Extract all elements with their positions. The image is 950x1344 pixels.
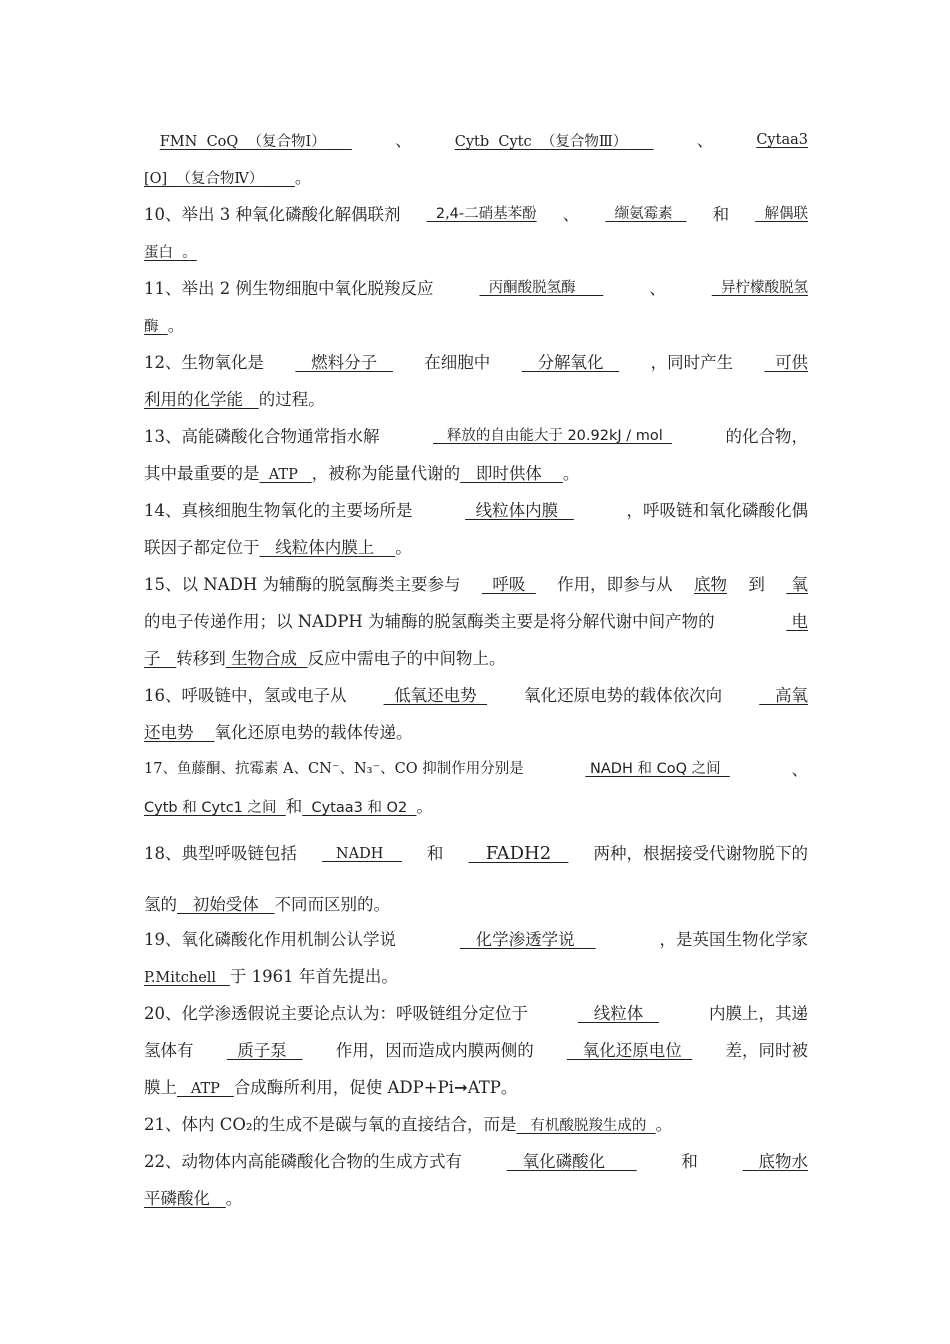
question-20-line3: [144, 1069, 808, 1106]
question-21: [144, 1106, 808, 1143]
text: 。: [294, 168, 312, 187]
answer-blank: 即时供体: [460, 464, 563, 483]
text: 内膜上，其递: [708, 1004, 808, 1023]
answer-blank: 2,4-二硝基苯酚: [426, 206, 537, 222]
question-12-cont: [144, 381, 808, 418]
text: 膜上: [144, 1078, 177, 1097]
text: ，是英国生物化学家: [659, 930, 808, 949]
text: 作用，即参与从: [557, 575, 673, 594]
text: 反应中需电子的中间物上。: [307, 649, 506, 668]
question-12: [144, 344, 808, 381]
question-text: 18、典型呼吸链包括: [144, 844, 297, 863]
question-text: 10、举出 3 种氧化磷酸化解偶联剂: [144, 205, 401, 224]
question-16-cont: [144, 714, 808, 751]
question-text: 19、氧化磷酸化作用机制公认学说: [144, 930, 396, 949]
question-18: [144, 825, 808, 881]
text: 、: [562, 205, 580, 224]
question-text: 11、举出 2 例生物细胞中氧化脱羧反应: [144, 279, 434, 298]
answer-blank: 线粒体内膜上: [259, 538, 396, 557]
question-11: [144, 270, 808, 307]
answer-blank: 蛋白 。: [144, 245, 197, 261]
question-text: 20、化学渗透假说主要论点认为：呼吸链组分定位于: [144, 1004, 528, 1023]
text: 。: [416, 797, 433, 816]
question-15: [144, 566, 808, 603]
text: 和: [426, 844, 444, 863]
question-22: [144, 1143, 808, 1180]
text: 、: [696, 131, 714, 150]
question-16: [144, 677, 808, 714]
text: 、: [395, 131, 412, 150]
answer-blank: [263, 168, 294, 187]
text: 的过程。: [258, 390, 325, 409]
text: 两种，根据接受代谢物脱下的: [593, 844, 808, 863]
answer-blank: ATP: [259, 467, 312, 483]
answer-blank: 初始受体: [177, 895, 275, 914]
question-text: 21、体内 CO₂的生成不是碳与氧的直接结合，而是: [144, 1115, 517, 1134]
question-19-cont: [144, 958, 808, 995]
question-text: 17、鱼藤酮、抗霉素 A、CN⁻、N₃⁻、CO 抑制作用分别是: [144, 761, 524, 777]
answer-blank: 解偶联: [755, 206, 808, 222]
answer-blank: （复合物Ⅳ）: [176, 171, 264, 187]
answer-blank: 有机酸脱羧生成的: [516, 1118, 656, 1134]
text: 。: [562, 464, 580, 483]
answer-blank: ATP: [177, 1081, 234, 1097]
answer-blank: 缬氨霉素: [605, 206, 687, 222]
question-17-cont: [144, 788, 808, 825]
answer-blank: 电: [786, 612, 808, 631]
answer-blank: 线粒体内膜: [465, 501, 574, 520]
question-13: [144, 418, 808, 455]
text: 氧化还原电势的载体传递。: [214, 723, 413, 742]
answer-blank: FMN CoQ: [159, 134, 248, 150]
answer-blank: （复合物Ⅲ）: [540, 134, 628, 150]
answer-blank: NADH: [322, 846, 402, 862]
answer-blank: 燃料分子: [295, 353, 393, 372]
question-10-cont: [144, 233, 808, 270]
text: 和: [285, 797, 303, 816]
answer-blank: 酶: [144, 319, 168, 335]
text: 和: [712, 205, 730, 224]
question-20-line2: [144, 1032, 808, 1069]
text: 到: [748, 575, 765, 594]
question-14-cont: [144, 529, 808, 566]
text: 联因子都定位于: [144, 538, 260, 557]
question-11-cont: [144, 307, 808, 344]
text: 。: [225, 1189, 243, 1208]
answer-blank: FADH2: [468, 843, 569, 864]
answer-blank: （复合物Ⅰ）: [247, 134, 326, 150]
question-text: 12、生物氧化是: [144, 353, 264, 372]
question-text: 22、动物体内高能磷酸化合物的生成方式有: [144, 1152, 462, 1171]
text: 氢体有: [144, 1041, 194, 1060]
answer-blank: Cytb 和 Cytc1 之间: [144, 800, 286, 816]
text: 氧化还原电势的载体依次向: [524, 686, 723, 705]
line-complex-iv: [144, 159, 808, 196]
text: 其中最重要的是: [144, 464, 260, 483]
answer-blank: 底物水: [742, 1152, 808, 1171]
text: 于 1961 年首先提出。: [229, 967, 398, 986]
answer-blank: [627, 131, 653, 150]
text: 的电子传递作用；以 NADPH 为辅酶的脱氢酶类主要是将分解代谢中间产物的: [144, 612, 715, 631]
text: 不同而区别的。: [274, 895, 390, 914]
answer-blank: 平磷酸化: [144, 1189, 226, 1208]
answer-blank: 分解氧化: [521, 353, 620, 372]
answer-blank: P.Mitchell: [144, 970, 230, 986]
answer-blank: 高氧: [759, 686, 808, 705]
answer-blank: 质子泵: [226, 1041, 303, 1060]
indent: [144, 131, 160, 150]
question-text: 16、呼吸链中，氢或电子从: [144, 686, 347, 705]
question-22-cont: [144, 1180, 808, 1217]
question-text: 15、以 NADH 为辅酶的脱氢酶类主要参与: [144, 575, 461, 594]
question-14: [144, 492, 808, 529]
text: 在细胞中: [424, 353, 491, 372]
text: 的化合物，: [725, 427, 808, 446]
answer-blank: 氧: [786, 575, 808, 594]
text: 和: [681, 1152, 698, 1171]
answer-blank: [326, 131, 352, 150]
text: 、: [649, 279, 666, 298]
answer-blank: Cytb Cytc: [454, 134, 541, 150]
answer-blank: 子: [144, 649, 177, 668]
text: 、: [791, 760, 808, 779]
text: 作用，因而造成内膜两侧的: [335, 1041, 534, 1060]
answer-blank: Cytaa3 和 O2: [302, 800, 417, 816]
question-17: [144, 751, 808, 788]
answer-blank: 生物合成: [225, 649, 308, 668]
text: 。: [655, 1115, 673, 1134]
question-10: [144, 196, 808, 233]
question-19: [144, 921, 808, 958]
question-18-cont: [144, 881, 808, 921]
answer-blank: 低氧还电势: [383, 686, 488, 705]
text: 。: [395, 538, 412, 557]
answer-blank: 化学渗透学说: [459, 930, 596, 949]
text: 合成酶所利用，促使 ADP+Pi➞ATP。: [233, 1078, 518, 1097]
answer-blank: 还电势: [144, 723, 215, 742]
answer-blank: 氧化还原电位: [566, 1041, 693, 1060]
answer-blank: 底物: [694, 575, 728, 594]
text: ，呼吸链和氧化磷酸化偶: [626, 501, 808, 520]
answer-blank: 异柠檬酸脱氢: [711, 280, 808, 296]
question-15-line2: [144, 603, 808, 640]
answer-blank: NADH 和 CoQ 之间: [585, 761, 730, 777]
line-complex-answers: [144, 122, 808, 159]
question-text: 13、高能磷酸化合物通常指水解: [144, 427, 380, 446]
answer-blank: 释放的自由能大于 20.92kJ / mol: [433, 428, 672, 444]
document-page: [144, 122, 808, 1217]
text: 。: [167, 316, 185, 335]
answer-blank: 线粒体: [578, 1004, 659, 1023]
answer-blank: 氧化磷酸化: [506, 1152, 637, 1171]
text: ，同时产生: [650, 353, 734, 372]
answer-blank: [O]: [144, 171, 177, 187]
text: 氢的: [144, 895, 177, 914]
answer-blank: 呼吸: [481, 575, 536, 594]
answer-blank: 利用的化学能: [144, 390, 259, 409]
text: 转移到: [176, 649, 226, 668]
question-13-cont: [144, 455, 808, 492]
answer-blank: 丙酮酸脱氢酶: [479, 280, 604, 296]
question-15-line3: [144, 640, 808, 677]
text: 差，同时被: [725, 1041, 808, 1060]
answer-blank: Cytaa3: [756, 132, 808, 148]
question-text: 14、真核细胞生物氧化的主要场所是: [144, 501, 413, 520]
question-20: [144, 995, 808, 1032]
text: ，被称为能量代谢的: [311, 464, 461, 483]
answer-blank: 可供: [764, 353, 808, 372]
